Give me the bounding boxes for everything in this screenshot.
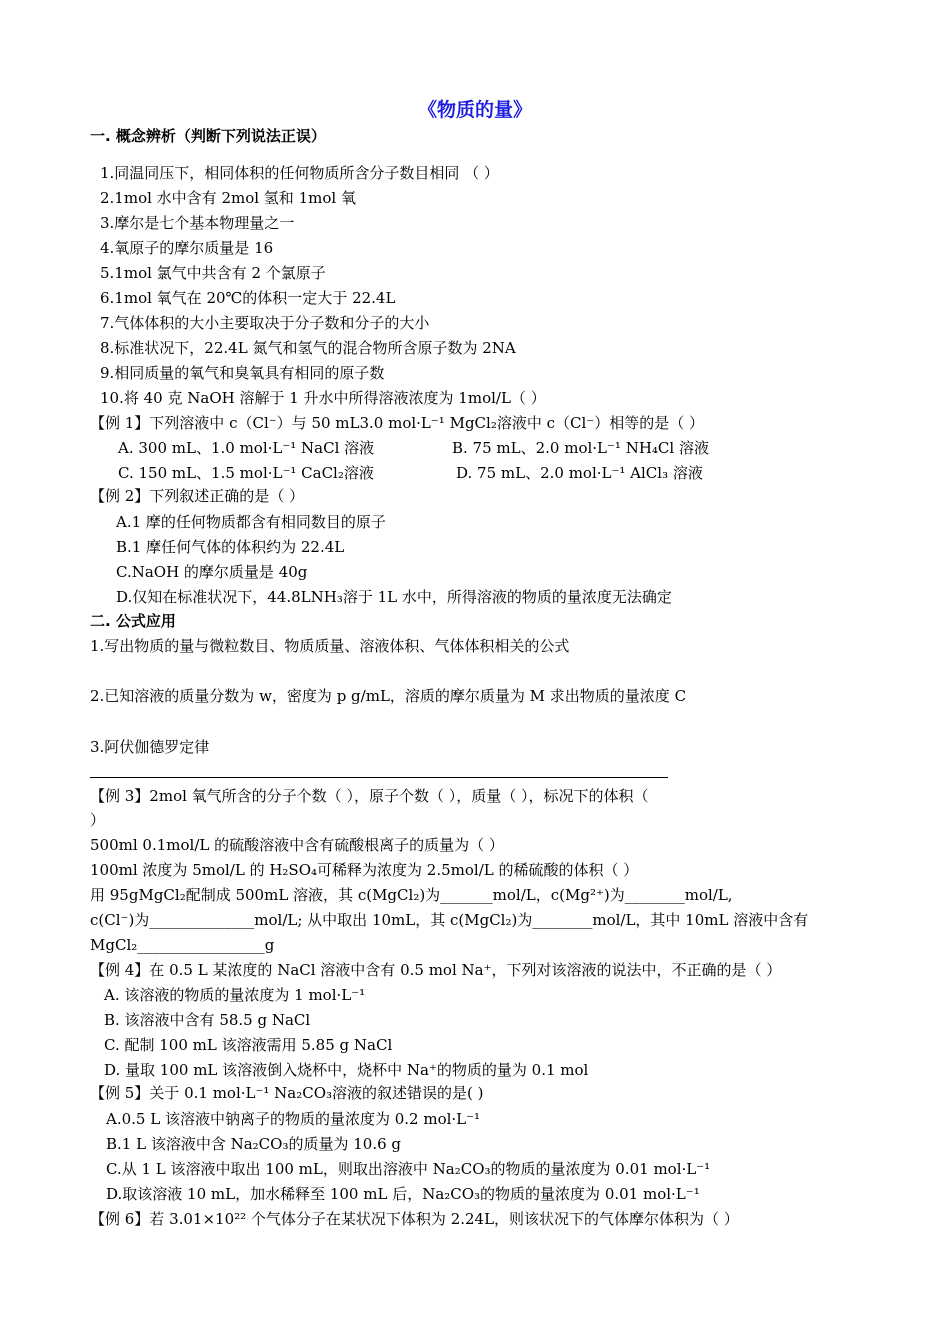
example4-option-c: C. 配制 100 mL 该溶液需用 5.85 g NaCl xyxy=(104,1036,393,1054)
example4-option-b: B. 该溶液中含有 58.5 g NaCl xyxy=(104,1011,311,1029)
page-title: 《物质的量》 xyxy=(417,99,532,121)
s1-item-6: 6.1mol 氧气在 20℃的体积一定大于 22.4L xyxy=(100,289,396,307)
example2-stem: 【例 2】下列叙述正确的是（ ） xyxy=(90,487,305,505)
s1-item-3: 3.摩尔是七个基本物理量之一 xyxy=(100,214,295,232)
s2-question-3: 3.阿伏伽德罗定律 xyxy=(90,738,210,756)
example2-option-c: C.NaOH 的摩尔质量是 40g xyxy=(116,563,308,581)
example4-option-a: A. 该溶液的物质的量浓度为 1 mol·L⁻¹ xyxy=(104,986,366,1004)
example1-option-c: C. 150 mL、1.5 mol·L⁻¹ CaCl₂溶液 xyxy=(118,464,374,482)
s1-item-10: 10.将 40 克 NaOH 溶解于 1 升水中所得溶液浓度为 1mol/L（ ） xyxy=(100,389,546,407)
example4-option-d: D. 量取 100 mL 该溶液倒入烧杯中，烧杯中 Na⁺的物质的量为 0.1 mol xyxy=(104,1061,589,1079)
example5-option-b: B.1 L 该溶液中含 Na₂CO₃的质量为 10.6 g xyxy=(106,1135,402,1153)
s1-item-2: 2.1mol 水中含有 2mol 氢和 1mol 氧 xyxy=(100,189,356,207)
example5-option-a: A.0.5 L 该溶液中钠离子的物质的量浓度为 0.2 mol·L⁻¹ xyxy=(106,1110,481,1128)
example1-stem: 【例 1】下列溶液中 c（Cl⁻）与 50 mL3.0 mol·L⁻¹ MgCl₂溶液中 c（Cl⁻）相等的是（ ） xyxy=(90,414,704,432)
s1-item-5: 5.1mol 氯气中共含有 2 个氯原子 xyxy=(100,264,326,282)
example5-option-d: D.取该溶液 10 mL，加水稀释至 100 mL 后，Na₂CO₃的物质的量浓度为 0.01 mol·L⁻¹ xyxy=(106,1185,700,1203)
example3-line-3: 500ml 0.1mol/L 的硫酸溶液中含有硫酸根离子的质量为（ ） xyxy=(90,836,504,854)
example3-line-4: 100ml 浓度为 5mol/L 的 H₂SO₄可稀释为浓度为 2.5mol/L 的稀硫酸的体积（ ） xyxy=(90,861,639,879)
s1-item-8: 8.标准状况下，22.4L 氮气和氢气的混合物所含原子数为 2NA xyxy=(100,339,516,357)
example1-option-b: B. 75 mL、2.0 mol·L⁻¹ NH₄Cl 溶液 xyxy=(452,439,709,457)
section1-heading: 一. 概念辨析（判断下列说法正误） xyxy=(90,127,326,145)
example2-option-b: B.1 摩任何气体的体积约为 22.4L xyxy=(116,538,345,556)
s1-item-7: 7.气体体积的大小主要取决于分子数和分子的大小 xyxy=(100,314,430,332)
s1-item-4: 4.氧原子的摩尔质量是 16 xyxy=(100,239,274,257)
example3-line-7: MgCl₂_________________g xyxy=(90,936,275,954)
example3-line-2: ） xyxy=(90,811,106,829)
section2-heading: 二. 公式应用 xyxy=(90,612,176,630)
s2-question-1: 1.写出物质的量与微粒数目、物质质量、溶液体积、气体体积相关的公式 xyxy=(90,637,570,655)
example3-line-6: c(Cl⁻)为______________mol/L; 从中取出 10mL，其 c(MgCl₂)为________mol/L，其中 10mL 溶液中含有 xyxy=(90,911,809,929)
example2-option-a: A.1 摩的任何物质都含有相同数目的原子 xyxy=(116,513,386,531)
s1-item-9: 9.相同质量的氧气和臭氧具有相同的原子数 xyxy=(100,364,385,382)
example5-stem: 【例 5】关于 0.1 mol·L⁻¹ Na₂CO₃溶液的叙述错误的是( ) xyxy=(90,1084,484,1102)
answer-underline xyxy=(90,777,668,778)
example1-option-a: A. 300 mL、1.0 mol·L⁻¹ NaCl 溶液 xyxy=(118,439,375,457)
example5-option-c: C.从 1 L 该溶液中取出 100 mL，则取出溶液中 Na₂CO₃的物质的量浓度为 0.01 mol·L⁻¹ xyxy=(106,1160,711,1178)
example1-option-d: D. 75 mL、2.0 mol·L⁻¹ AlCl₃ 溶液 xyxy=(456,464,703,482)
s2-question-2: 2.已知溶液的质量分数为 w，密度为 p g/mL，溶质的摩尔质量为 M 求出物质的量浓度 C xyxy=(90,687,687,705)
example3-line-5: 用 95gMgCl₂配制成 500mL 溶液，其 c(MgCl₂)为_______mol/L，c(Mg²⁺)为________mol/L, xyxy=(90,886,733,904)
example6-stem: 【例 6】若 3.01×10²² 个气体分子在某状况下体积为 2.24L，则该状况下的气体摩尔体积为（ ） xyxy=(90,1210,739,1228)
example2-option-d: D.仅知在标准状况下，44.8LNH₃溶于 1L 水中，所得溶液的物质的量浓度无法确定 xyxy=(116,588,672,606)
example3-line-1: 【例 3】2mol 氧气所含的分子个数（ ），原子个数（ ），质量（ ），标况下的体积（ xyxy=(90,787,649,805)
s1-item-1: 1.同温同压下，相同体积的任何物质所含分子数目相同 （ ） xyxy=(100,164,499,182)
example4-stem: 【例 4】在 0.5 L 某浓度的 NaCl 溶液中含有 0.5 mol Na⁺，下列对该溶液的说法中，不正确的是（ ） xyxy=(90,961,782,979)
